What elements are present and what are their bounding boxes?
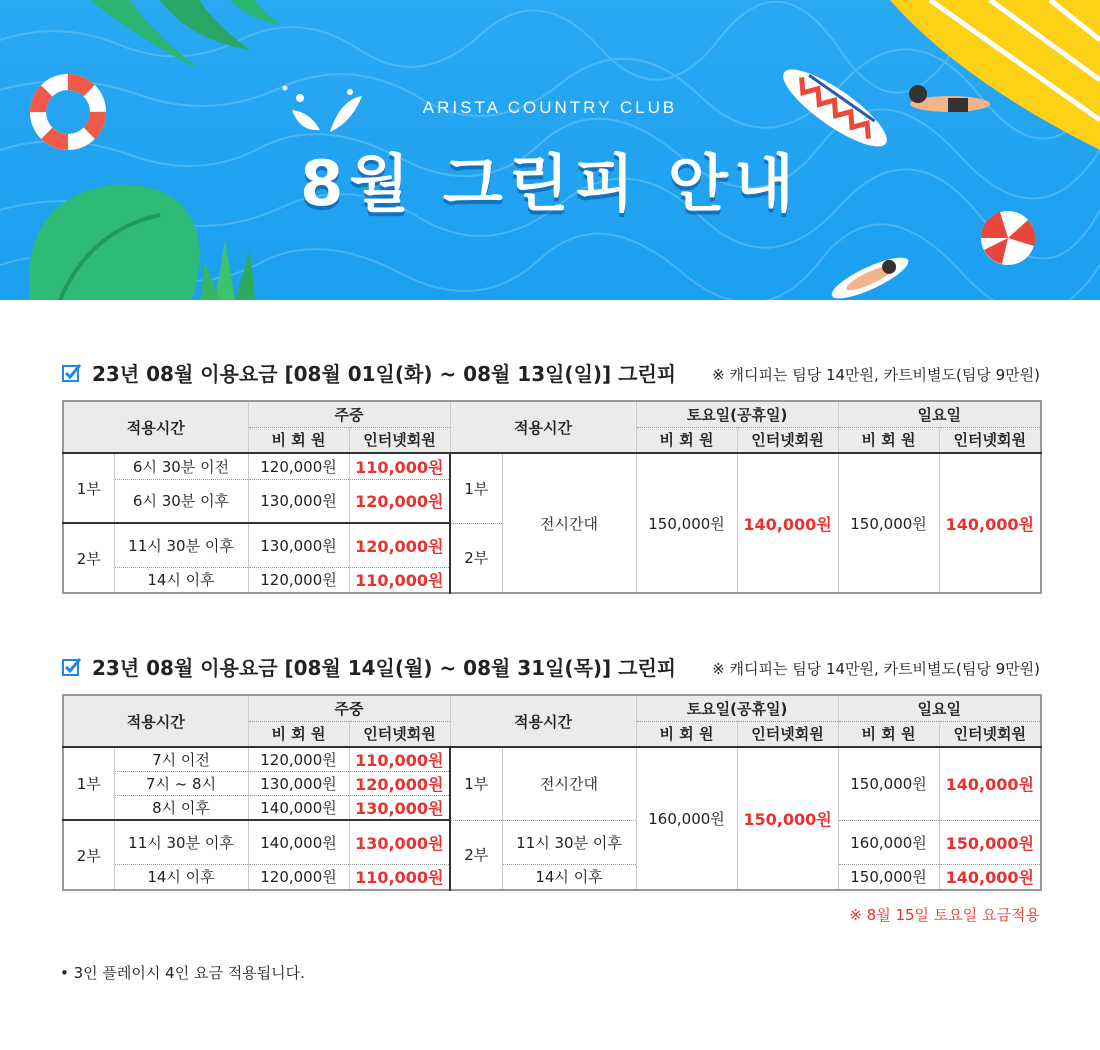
header-sunday: 일요일: [838, 401, 1041, 427]
caddie-fee-note: ※ 캐디피는 팀당 14만원, 카트비별도(팀당 9만원): [712, 660, 1040, 678]
price-internet: 150,000원: [939, 820, 1041, 864]
table-row: [63, 864, 1041, 890]
caddie-fee-note: ※ 캐디피는 팀당 14만원, 카트비별도(팀당 9만원): [712, 366, 1040, 384]
part-label: 2부: [63, 820, 114, 890]
checkbox-check-icon: [62, 363, 82, 383]
price-nonmember: 150,000원: [636, 453, 737, 593]
price-internet: 110,000원: [349, 453, 450, 479]
time-cell: 11시 30분 이후: [114, 820, 248, 864]
price-internet: 130,000원: [349, 796, 450, 821]
time-cell: 8시 이후: [114, 796, 248, 821]
holiday-footnote: ※ 8월 15일 토요일 요금적용: [849, 906, 1040, 924]
section-header: [62, 652, 1040, 684]
header-saturday: 토요일(공휴일): [636, 695, 838, 721]
part-label: 1부: [63, 453, 114, 523]
part-label: 1부: [63, 747, 114, 820]
price-nonmember: 150,000원: [838, 453, 939, 593]
part-label: 1부: [450, 453, 502, 523]
header-time: 적용시간: [63, 401, 248, 453]
price-nonmember: 160,000원: [838, 820, 939, 864]
time-cell: 전시간대: [502, 747, 636, 820]
price-nonmember: 120,000원: [248, 747, 349, 772]
header-nonmember: 비 회 원: [636, 427, 737, 453]
part-label: 2부: [450, 820, 502, 890]
price-nonmember: 140,000원: [248, 820, 349, 864]
section-title: 23년 08월 이용요금 [08월 01일(화) ~ 08월 13일(일)] 그린피: [92, 362, 677, 386]
time-cell: 7시 ~ 8시: [114, 772, 248, 796]
price-internet: 140,000원: [939, 453, 1041, 593]
price-nonmember: 150,000원: [838, 747, 939, 820]
header-time: 적용시간: [63, 695, 248, 747]
price-internet: 110,000원: [349, 567, 450, 593]
price-nonmember: 150,000원: [838, 864, 939, 890]
surfer-icon: [827, 250, 912, 300]
price-internet: 150,000원: [737, 747, 838, 890]
price-internet: 140,000원: [939, 747, 1041, 820]
time-cell: 전시간대: [502, 453, 636, 593]
price-internet: 140,000원: [939, 864, 1041, 890]
price-nonmember: 120,000원: [248, 864, 349, 890]
header-internet: 인터넷회원: [737, 427, 838, 453]
price-internet: 110,000원: [349, 864, 450, 890]
fee-section-2: [62, 652, 1040, 891]
section-title: 23년 08월 이용요금 [08월 14일(월) ~ 08월 31일(목)] 그린피: [92, 656, 677, 680]
header-time: 적용시간: [450, 401, 636, 453]
price-internet: 120,000원: [349, 772, 450, 796]
three-player-note: • 3인 플레이시 4인 요금 적용됩니다.: [60, 964, 305, 982]
price-internet: 120,000원: [349, 479, 450, 523]
header-internet: 인터넷회원: [737, 721, 838, 747]
header-nonmember: 비 회 원: [636, 721, 737, 747]
part-label: 2부: [450, 523, 502, 593]
checkbox-check-icon: [62, 657, 82, 677]
price-nonmember: 130,000원: [248, 523, 349, 567]
price-nonmember: 120,000원: [248, 453, 349, 479]
time-cell: 14시 이후: [502, 864, 636, 890]
club-name: ARISTA COUNTRY CLUB: [422, 98, 678, 117]
header-internet: 인터넷회원: [349, 721, 450, 747]
part-label: 1부: [450, 747, 502, 820]
header-nonmember: 비 회 원: [838, 721, 939, 747]
price-nonmember: 120,000원: [248, 567, 349, 593]
price-internet: 120,000원: [349, 523, 450, 567]
price-nonmember: 140,000원: [248, 796, 349, 821]
fee-table-1: [62, 400, 1042, 594]
time-cell: 6시 30분 이후: [114, 479, 248, 523]
fee-table-2: [62, 694, 1042, 891]
page-title: 8월 그린피 안내: [300, 147, 800, 220]
header-nonmember: 비 회 원: [248, 721, 349, 747]
beach-umbrella-icon: [890, 0, 1100, 150]
time-cell: 11시 30분 이후: [502, 820, 636, 864]
price-internet: 130,000원: [349, 820, 450, 864]
price-nonmember: 130,000원: [248, 479, 349, 523]
price-internet: 140,000원: [737, 453, 838, 593]
time-cell: 14시 이후: [114, 864, 248, 890]
table-row: [63, 820, 1041, 864]
price-internet: 110,000원: [349, 747, 450, 772]
header-nonmember: 비 회 원: [838, 427, 939, 453]
header-nonmember: 비 회 원: [248, 427, 349, 453]
table-row: [63, 747, 1041, 772]
time-cell: 11시 30분 이후: [114, 523, 248, 567]
header-internet: 인터넷회원: [939, 427, 1041, 453]
header-internet: 인터넷회원: [349, 427, 450, 453]
price-nonmember: 130,000원: [248, 772, 349, 796]
time-cell: 7시 이전: [114, 747, 248, 772]
table-row: [63, 453, 1041, 479]
header-saturday: 토요일(공휴일): [636, 401, 838, 427]
time-cell: 6시 30분 이전: [114, 453, 248, 479]
header-weekday: 주중: [248, 401, 450, 427]
header-sunday: 일요일: [838, 695, 1041, 721]
part-label: 2부: [63, 523, 114, 593]
price-nonmember: 160,000원: [636, 747, 737, 890]
section-header: [62, 358, 1040, 390]
time-cell: 14시 이후: [114, 567, 248, 593]
header-weekday: 주중: [248, 695, 450, 721]
fee-section-1: [62, 358, 1040, 594]
banner: [0, 0, 1100, 300]
header-internet: 인터넷회원: [939, 721, 1041, 747]
header-time: 적용시간: [450, 695, 636, 747]
